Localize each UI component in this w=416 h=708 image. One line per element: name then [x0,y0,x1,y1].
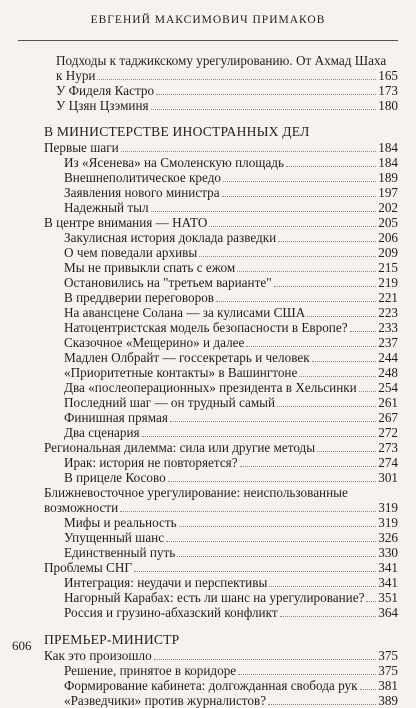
toc-entry-title: Нагорный Карабах: есть ли шанс на урегулирование? [64,590,365,605]
dot-leader [307,316,376,317]
toc-entry-title: Финишная прямая [64,410,168,425]
toc-entry-title: Мифы и реальность [64,515,177,530]
dot-leader [223,181,376,182]
toc-page-number: 248 [378,365,398,380]
toc-page-number: 233 [378,320,398,335]
toc-entry-title: «Приоритетные контакты» в Вашингтоне [64,365,298,380]
toc-page-number: 273 [378,440,398,455]
section-heading: В МИНИСТЕРСТВЕ ИНОСТРАННЫХ ДЕЛ [44,124,310,139]
toc-page-number: 274 [378,455,398,470]
toc-entry [44,305,398,320]
toc-entry-title: Подходы к таджикскому урегулированию. От Ахмад Шаха [56,53,387,68]
dot-leader [121,151,377,152]
toc-entry [44,440,398,455]
toc-page-number: 209 [378,245,398,260]
toc-entry [44,335,398,350]
toc-entry-title: Мы не привыкли спать с ежом [64,260,236,275]
toc-page-number: 375 [378,648,398,663]
toc-page-number: 180 [378,98,398,113]
dot-leader [268,704,376,705]
toc-page-number: 254 [378,380,398,395]
toc-entry [44,678,398,693]
toc-entry-title-continuation: возможности [44,500,119,515]
toc-entry-title: О чем поведали архивы [64,245,198,260]
toc-entry [44,545,398,560]
toc-entry [44,230,398,245]
dot-leader [151,211,377,212]
dot-leader [280,616,377,617]
toc-entry [44,215,398,230]
toc-entry-title: Сказочное «Мещерино» и далее [64,335,245,350]
toc-entry [44,245,398,260]
toc-page-number: 165 [378,68,398,83]
dot-leader [286,166,376,167]
dot-leader [312,361,377,362]
toc-entry-title: Как это произошло [44,648,152,663]
toc-entry [44,515,398,530]
toc-entry [44,648,398,663]
section-spacer [44,113,398,124]
dot-leader [168,481,377,482]
dot-leader [134,571,376,572]
toc-entry [44,693,398,708]
toc-page-number: 341 [378,560,398,575]
dot-leader [360,689,377,690]
toc-entry [44,350,398,365]
toc-entry [44,320,398,335]
toc-entry-title: Два «послеоперационных» президента в Хельсинки [64,380,357,395]
toc-entry [44,455,398,470]
toc-entry [44,560,398,575]
toc-page-number: 341 [378,575,398,590]
toc-entry [44,395,398,410]
section-heading: ПРЕМЬЕР-МИНИСТР [44,632,180,647]
toc-entry-title: В прицеле Косово [64,470,166,485]
dot-leader [216,301,376,302]
dot-leader [151,109,377,110]
toc-entry [44,470,398,485]
toc-entry [44,200,398,215]
toc-entry-title: Региональная дилемма: сила или другие методы [44,440,316,455]
toc-entry [44,425,398,440]
toc-entry-title: «Разведчики» против журналистов? [64,693,267,708]
toc-entry-title: Последний шаг — он трудный самый [64,395,276,410]
toc-entry [44,530,398,545]
toc-page-number: 189 [378,170,398,185]
toc-entry [44,140,398,155]
dot-leader [209,226,376,227]
toc-page-number: 272 [378,425,398,440]
dot-leader [156,94,376,95]
toc-entry-title: Два сценария [64,425,140,440]
dot-leader [142,436,377,437]
toc-page-number: 221 [378,290,398,305]
toc-entry-title: Россия и грузино-абхазский конфликт [64,605,278,620]
toc-entry-title: Интеграция: неудачи и перспективы [64,575,268,590]
toc-entry-title: В преддверии переговоров [64,290,215,305]
toc-entry-title: Мадлен Олбрайт — госсекретарь и человек [64,350,310,365]
toc-entry [44,663,398,678]
toc-page-number: 319 [378,515,398,530]
dot-leader [350,331,377,332]
toc-entry [44,170,398,185]
toc-page-number: 184 [378,155,398,170]
toc-page-number: 202 [378,200,398,215]
dot-leader [246,346,376,347]
dot-leader [199,256,376,257]
dot-leader [120,511,376,512]
toc-entry-title-continuation: к Нури [56,68,96,83]
toc-entry-title: Внешнеполитическое кредо [64,170,222,185]
toc-entry-title: У Цзян Цзэминя [56,98,149,113]
toc-entry [44,68,398,83]
toc-entry [44,275,398,290]
toc-entry [44,185,398,200]
toc-page-number: 319 [378,500,398,515]
toc-page-number: 237 [378,335,398,350]
toc-page-number: 244 [378,350,398,365]
dot-leader [179,526,377,527]
dot-leader [317,451,376,452]
dot-leader [238,674,376,675]
toc-entry [44,410,398,425]
toc-page-number: 267 [378,410,398,425]
dot-leader [359,391,376,392]
toc-entry [44,155,398,170]
toc-entry-title: Остановились на "третьем варианте" [64,275,272,290]
dot-leader [97,79,376,80]
toc-entry-title: Ближневосточное урегулирование: неиспользованные [44,485,348,500]
toc-entry-title: Закулисная история доклада разведки [64,230,277,245]
toc-entry-title: В центре внимания — НАТО [44,215,208,230]
toc-entry [44,260,398,275]
toc-page-number: 205 [378,215,398,230]
toc-entry [44,365,398,380]
toc-page-number: 330 [378,545,398,560]
toc-page-number: 223 [378,305,398,320]
table-of-contents [44,53,398,708]
toc-entry-title: Решение, принятое в коридоре [64,663,237,678]
dot-leader [170,421,376,422]
dot-leader [366,601,376,602]
toc-entry-title: Надежный тыл [64,200,149,215]
toc-page-number: 364 [378,605,398,620]
toc-entry-title: Первые шаги [44,140,119,155]
toc-entry-title: У Фиделя Кастро [56,83,155,98]
toc-entry [44,98,398,113]
toc-entry-title: Заявления нового министра [64,185,220,200]
toc-entry-title: На авансцене Солана — за кулисами США [64,305,306,320]
toc-page-number: 206 [378,230,398,245]
dot-leader [154,659,377,660]
toc-entry-title: Ирак: история не повторяется? [64,455,238,470]
toc-page-number: 219 [378,275,398,290]
dot-leader [269,586,376,587]
toc-page-number: 197 [378,185,398,200]
toc-page-number: 215 [378,260,398,275]
toc-entry-title: Формирование кабинета: долгожданная свобода рук [64,678,358,693]
dot-leader [277,406,376,407]
toc-page-number: 184 [378,140,398,155]
toc-page-number: 301 [378,470,398,485]
toc-entry [44,500,398,515]
toc-page-number: 389 [378,693,398,708]
running-head: ЕВГЕНИЙ МАКСИМОВИЧ ПРИМАКОВ [18,0,398,41]
toc-page-number: 261 [378,395,398,410]
toc-entry [44,290,398,305]
dot-leader [177,556,376,557]
dot-leader [222,196,377,197]
toc-page-number: 381 [378,678,398,693]
dot-leader [237,271,376,272]
toc-entry-title: Упущенный шанс [64,530,165,545]
dot-leader [299,376,376,377]
dot-leader [274,286,377,287]
toc-entry [44,590,398,605]
dot-leader [240,466,377,467]
page-number: 606 [12,638,32,653]
toc-entry-title: Из «Ясенева» на Смоленскую площадь [64,155,285,170]
toc-page-number: 351 [378,590,398,605]
toc-entry [44,575,398,590]
toc-entry-title: Единственный путь [64,545,176,560]
section-spacer [44,620,398,632]
dot-leader [166,541,376,542]
toc-entry-title: Проблемы СНГ [44,560,132,575]
dot-leader [278,241,376,242]
toc-entry [44,605,398,620]
toc-page-number: 375 [378,663,398,678]
toc-page-number: 173 [378,83,398,98]
toc-entry [44,380,398,395]
toc-entry-title: Натоцентристская модель безопасности в Европе? [64,320,348,335]
toc-entry [44,83,398,98]
toc-page-number: 326 [378,530,398,545]
